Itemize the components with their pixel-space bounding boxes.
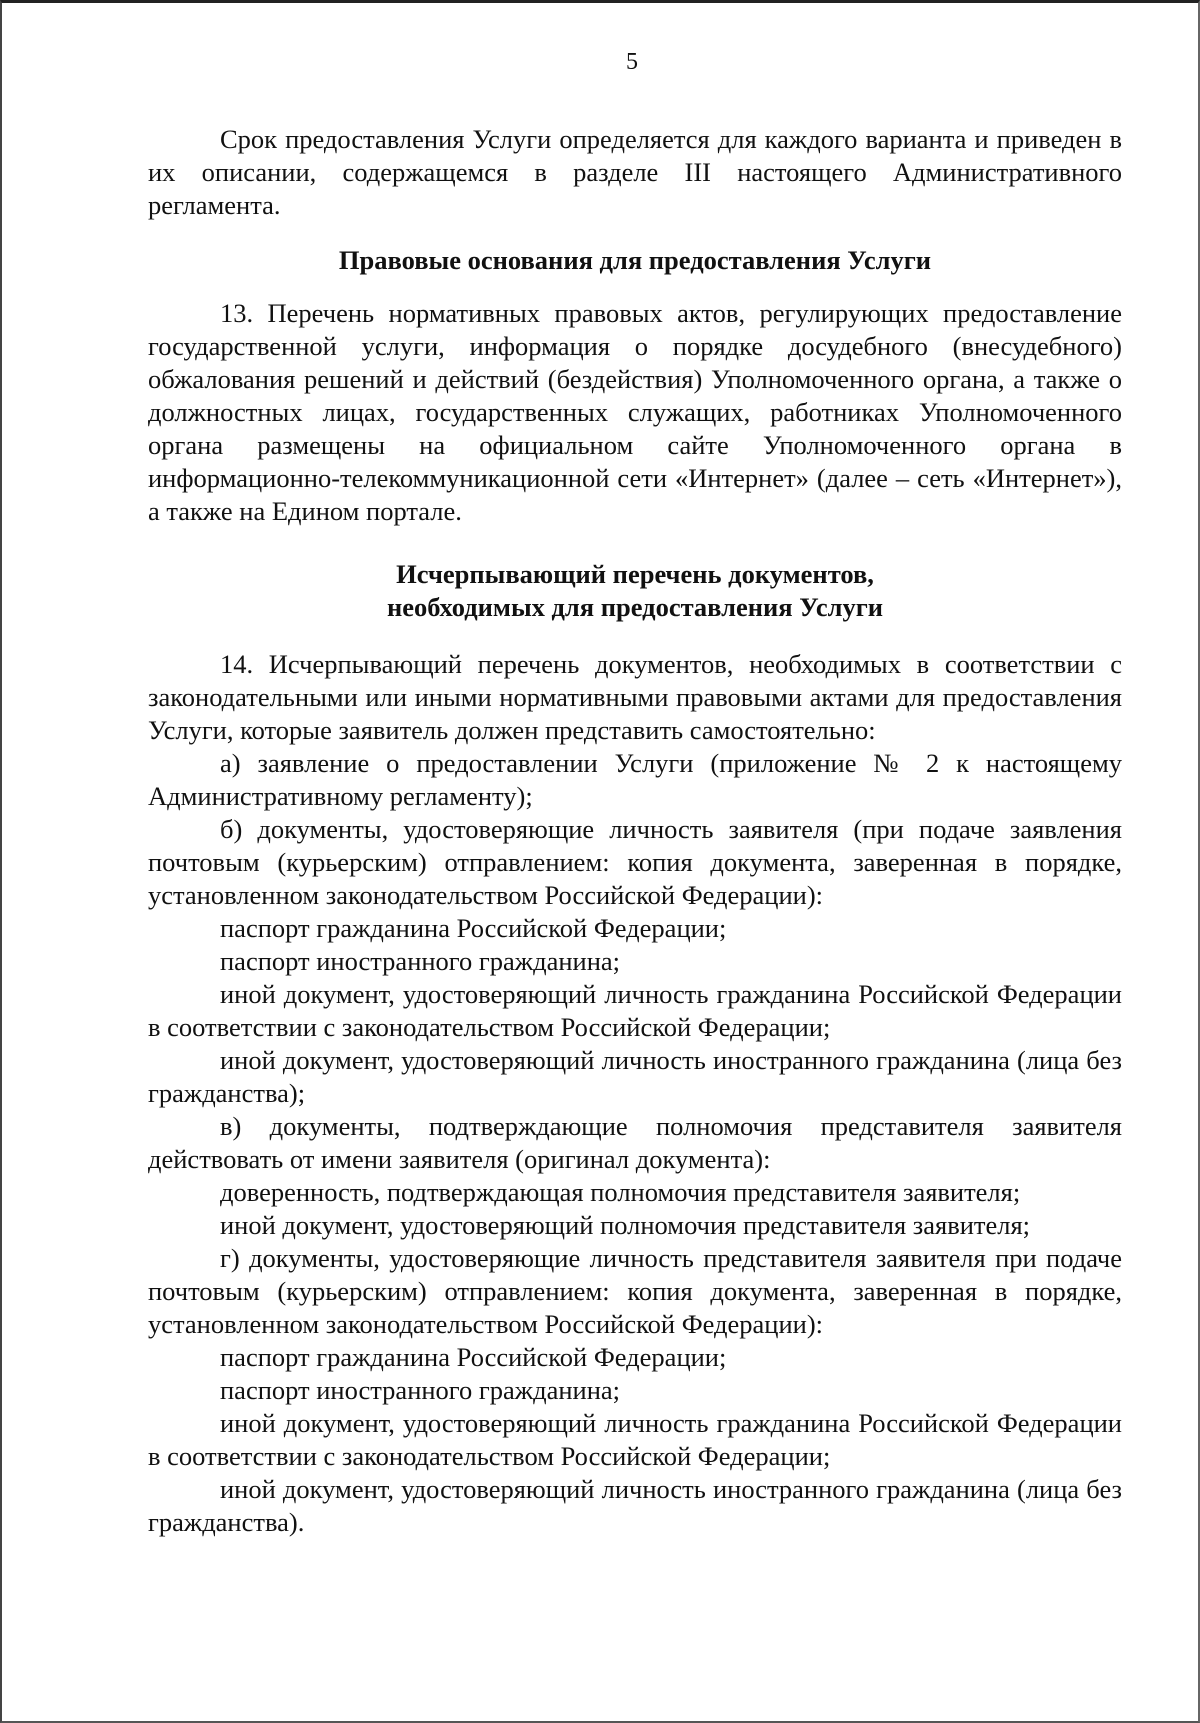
paragraph-service-term: Срок предоставления Услуги определяется для каждого варианта и приведен в их описании, содержащемся в разделе III настоящего Административного регламента. bbox=[148, 124, 1122, 220]
heading-legal-basis: Правовые основания для предоставления Услуги bbox=[338, 245, 932, 275]
list-item: паспорт иностранного гражданина; bbox=[220, 946, 620, 976]
list-item-v: в) документы, подтверждающие полномочия представителя заявителя действовать от имени заявителя (оригинал документа): bbox=[148, 1111, 1122, 1174]
list-item: иной документ, удостоверяющий личность иностранного гражданина (лица без гражданства); bbox=[148, 1045, 1122, 1108]
heading-documents-line-2: необходимых для предоставления Услуги bbox=[386, 592, 884, 622]
list-item: паспорт гражданина Российской Федерации; bbox=[220, 913, 727, 943]
heading-documents-list bbox=[148, 558, 1122, 624]
list-item-b: б) документы, удостоверяющие личность заявителя (при подаче заявления почтовым (курьерским) отправлением: копия документа, заверенная в порядке, установленном законодательством Российской Федерации): bbox=[148, 814, 1122, 910]
list-item-a: а) заявление о предоставлении Услуги (приложение № 2 к настоящему Административному регламенту); bbox=[148, 748, 1122, 811]
document-body bbox=[148, 123, 1122, 1539]
heading-documents-line-1: Исчерпывающий перечень документов, bbox=[396, 559, 874, 589]
page-number: 5 bbox=[626, 49, 638, 75]
paragraph-13: 13. Перечень нормативных правовых актов, регулирующих предоставление государственной услуги, информация о порядке досудебного (внесудебного) обжалования решений и действий (бездействия) Уполномоченного органа, а также о должностных лицах, государственных служащих, работниках Уполномоченного органа размещены на официальном сайте Уполномоченного органа в информационно-телекоммуникационной сети «Интернет» (далее – сеть «Интернет»), а также на Едином портале. bbox=[148, 298, 1122, 526]
list-item: паспорт иностранного гражданина; bbox=[220, 1375, 620, 1405]
list-item: доверенность, подтверждающая полномочия представителя заявителя; bbox=[220, 1177, 1021, 1207]
list-item: иной документ, удостоверяющий личность иностранного гражданина (лица без гражданства). bbox=[148, 1474, 1122, 1537]
paragraph-14: 14. Исчерпывающий перечень документов, необходимых в соответствии с законодательными или иными нормативными правовыми актами для предоставления Услуги, которые заявитель должен представить самостоятельно: bbox=[148, 649, 1122, 745]
list-item: иной документ, удостоверяющий полномочия представителя заявителя; bbox=[220, 1210, 1031, 1240]
list-item: паспорт гражданина Российской Федерации; bbox=[220, 1342, 727, 1372]
list-item: иной документ, удостоверяющий личность гражданина Российской Федерации в соответствии с законодательством Российской Федерации; bbox=[148, 979, 1122, 1042]
list-item: иной документ, удостоверяющий личность гражданина Российской Федерации в соответствии с законодательством Российской Федерации; bbox=[148, 1408, 1122, 1471]
list-item-g: г) документы, удостоверяющие личность представителя заявителя при подаче почтовым (курьерским) отправлением: копия документа, заверенная в порядке, установленном законодательством Российской Федерации): bbox=[148, 1243, 1122, 1339]
section-14 bbox=[148, 648, 1122, 1539]
